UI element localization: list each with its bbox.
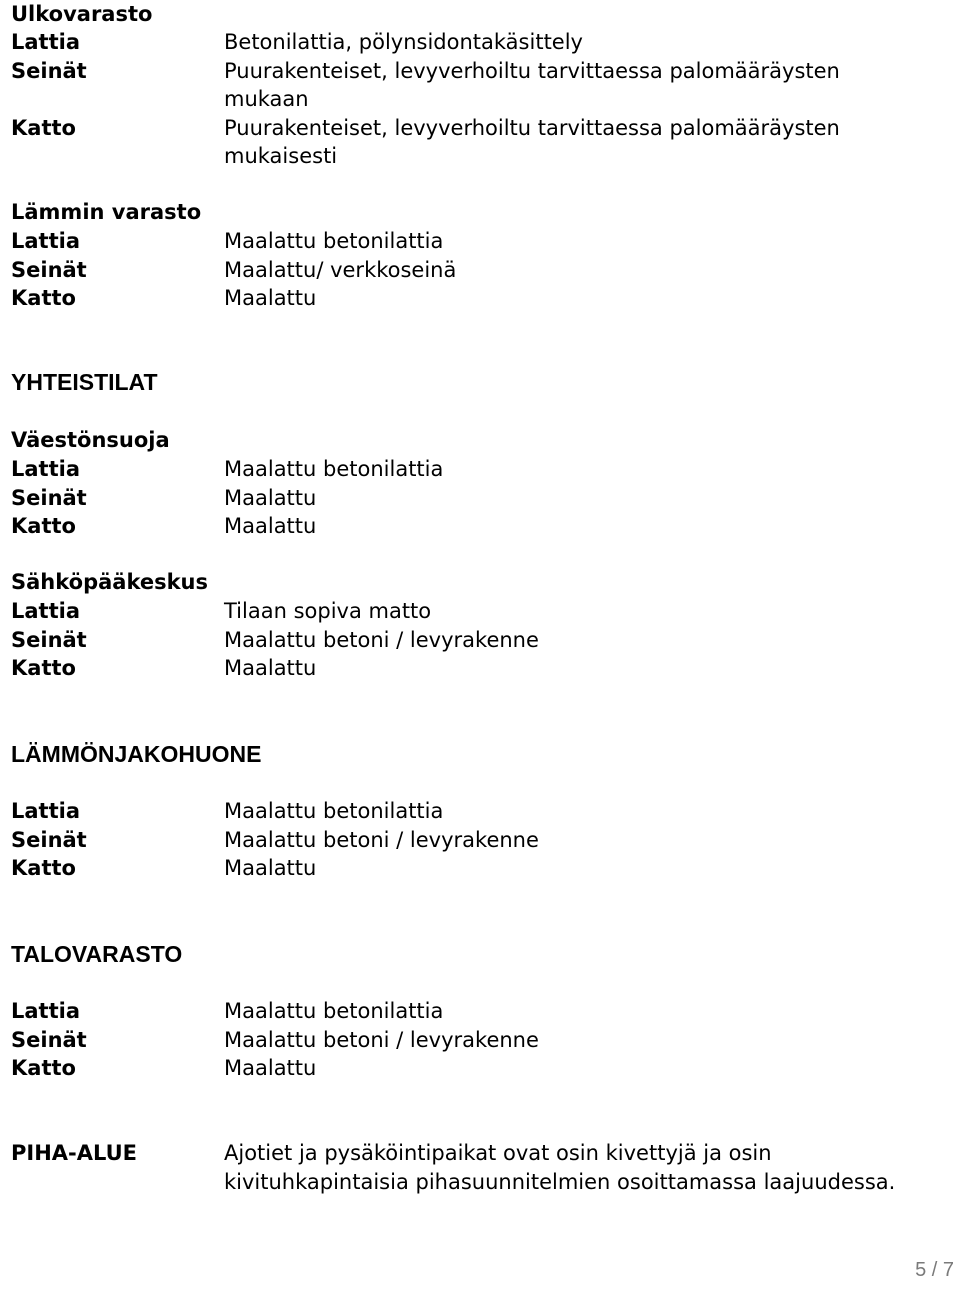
section-title: LÄMMÖNJAKOHUONE <box>11 741 262 767</box>
field-label: Lattia <box>11 599 80 623</box>
field-label: Katto <box>11 656 76 681</box>
field-label: Lattia <box>11 30 80 54</box>
field-label: Lattia <box>11 799 80 823</box>
field-label: Katto <box>11 286 76 311</box>
value-text: Ajotiet ja pysäköintipaikat ovat osin kivettyjä ja osin <box>224 1141 772 1165</box>
field-label: Lattia <box>11 457 80 481</box>
subsection-heading: Sähköpääkeskus <box>11 570 209 594</box>
field-value: Puurakenteiset, levyverhoiltu tarvittaessa palomääräysten <box>224 115 840 140</box>
page-number: 5 / 7 <box>915 1259 954 1281</box>
field-value: Betonilattia, pölynsidontakäsittely <box>224 30 583 54</box>
field-label: Lattia <box>11 229 80 253</box>
field-value: Maalattu/ verkkoseinä <box>224 257 457 282</box>
field-value: Maalattu <box>224 286 317 311</box>
field-value: Maalattu betoni / levyrakenne <box>224 1027 539 1052</box>
field-value: Maalattu <box>224 514 317 539</box>
field-label: Seinät <box>11 257 87 282</box>
subsection-heading: PIHA-ALUE <box>11 1141 138 1165</box>
subsection-heading: Ulkovarasto <box>11 2 153 26</box>
field-label: Seinät <box>11 627 87 652</box>
field-value: Tilaan sopiva matto <box>224 599 432 623</box>
field-value: Maalattu betoni / levyrakenne <box>224 827 539 852</box>
field-label: Seinät <box>11 1027 87 1052</box>
field-value: Maalattu betonilattia <box>224 799 444 823</box>
field-value: Maalattu <box>224 485 317 510</box>
field-label: Lattia <box>11 999 80 1023</box>
value-text: kivituhkapintaisia pihasuunnitelmien osoittamassa laajuudessa. <box>224 1170 896 1194</box>
subsection-heading: Väestönsuoja <box>11 428 170 452</box>
field-value: Maalattu betonilattia <box>224 999 444 1023</box>
section-title: TALOVARASTO <box>11 941 183 967</box>
field-value: Maalattu <box>224 656 317 681</box>
field-value: Maalattu <box>224 1056 317 1081</box>
section-title: YHTEISTILAT <box>11 369 158 395</box>
field-value: mukaisesti <box>224 144 338 169</box>
field-label: Katto <box>11 1056 76 1081</box>
field-value: Puurakenteiset, levyverhoiltu tarvittaessa palomääräysten <box>224 58 840 83</box>
field-value: Maalattu betonilattia <box>224 457 444 481</box>
field-label: Katto <box>11 856 76 881</box>
subsection-heading: Lämmin varasto <box>11 200 202 224</box>
field-value: Maalattu betoni / levyrakenne <box>224 627 539 652</box>
field-label: Seinät <box>11 58 87 83</box>
field-value: Maalattu <box>224 856 317 881</box>
field-label: Seinät <box>11 485 87 510</box>
field-label: Katto <box>11 115 76 140</box>
field-label: Seinät <box>11 827 87 852</box>
field-value: Maalattu betonilattia <box>224 229 444 253</box>
field-value: mukaan <box>224 87 309 112</box>
field-label: Katto <box>11 514 76 539</box>
